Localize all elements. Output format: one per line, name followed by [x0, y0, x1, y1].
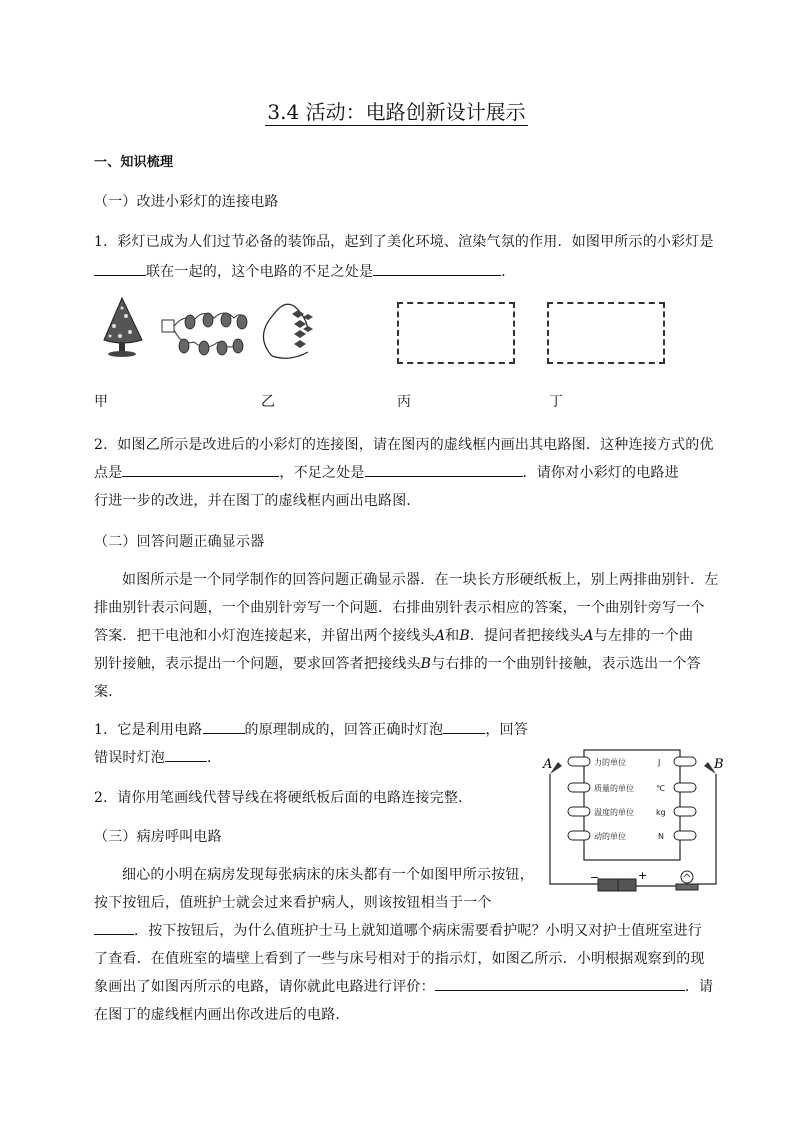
- question-2-text-a: 点是: [94, 465, 123, 481]
- para2-text: 与右排的一个曲别针接触，表示选出一个答: [431, 656, 701, 672]
- question-label: 动的单位: [594, 832, 626, 841]
- label-a: A: [543, 757, 553, 772]
- terminal-b-label: B: [459, 628, 470, 644]
- terminal-a-label: A: [434, 628, 446, 644]
- improved-lights-figure: [263, 304, 313, 358]
- paragraph-3-line-6: 在图丁的虚线框内画出你改进后的电路．: [94, 1007, 350, 1023]
- question-label: 质量的单位: [594, 784, 634, 793]
- figure-label-bing: 丙: [397, 394, 411, 410]
- subsection-heading-2: （二）回答问题正确显示器: [94, 534, 265, 550]
- question-2-text-c: ．请你对小彩灯的电路进: [522, 465, 679, 481]
- question-1-line-1: 1．彩灯已成为人们过节必备的装饰品，起到了美化环境、渲染气氛的作用．如图甲所示的小彩灯是: [94, 234, 714, 250]
- para2-text: ．提问者把接线头: [469, 628, 584, 644]
- question-label: 力的单位: [594, 758, 626, 767]
- lantern-figures: [94, 296, 324, 366]
- question-3-line-2: [94, 747, 221, 767]
- answer-blank[interactable]: [94, 920, 134, 935]
- answer-blank[interactable]: [203, 719, 245, 734]
- question-1-end: ．: [501, 264, 516, 280]
- bulb-icon: [676, 871, 698, 890]
- answer-blank[interactable]: [165, 747, 207, 762]
- subsection-heading-1: （一）改进小彩灯的连接电路: [94, 194, 279, 210]
- q3-text: ，回答: [485, 722, 528, 738]
- battery-icon: [590, 869, 647, 891]
- paragraph-3-line-5: [94, 976, 713, 996]
- answer-label: N: [658, 832, 664, 841]
- wire: [698, 774, 716, 884]
- question-2-line-1: 2．如图乙所示是改进后的小彩灯的连接图，请在图丙的虚线框内画出其电路图．这种连接方式的优: [94, 437, 714, 453]
- battery-minus: −: [590, 871, 600, 884]
- q3-text: ．: [207, 750, 222, 766]
- q3-text: 错误时灯泡: [94, 750, 165, 766]
- label-b: B: [714, 757, 724, 772]
- question-1-line-2: [94, 261, 515, 281]
- page-title: [0, 96, 793, 125]
- para2-text: 答案．把干电池和小灯泡连接起来，并留出两个接线头: [94, 628, 435, 644]
- q3-text: 1．它是利用电路: [94, 722, 203, 738]
- answer-blank[interactable]: [435, 976, 685, 991]
- answer-board-figure: [538, 744, 730, 896]
- para3-text: ．按下按钮后，为什么值班护士马上就知道哪个病床需要看护呢？小明又对护士值班室进行: [134, 923, 702, 939]
- answer-blank[interactable]: [94, 261, 146, 276]
- question-2-text-b: ，不足之处是: [279, 465, 365, 481]
- paragraph-3-line-4: 了查看．在值班室的墙壁上看到了一些与床号相对于的指示灯，如图乙所示．小明根据观察到的现: [94, 951, 705, 967]
- answer-label: kg: [656, 808, 666, 817]
- question-1-text: 联在一起的，这个电路的不足之处是: [146, 264, 374, 280]
- figure-label-ding: 丁: [549, 394, 563, 410]
- paragraph-2-line-5: 案．: [94, 684, 123, 700]
- terminal-b-label: B: [420, 656, 432, 672]
- paragraph-2-line-4: [94, 653, 701, 673]
- figure-label-yi: 乙: [261, 394, 275, 410]
- question-3-line-1: [94, 719, 528, 739]
- para3-text: 象画出了如图丙所示的电路，请你就此电路进行评价：: [94, 979, 435, 995]
- drawing-box-bing[interactable]: [397, 302, 515, 364]
- string-lights-figure: [162, 313, 247, 355]
- terminal-a-label: A: [583, 628, 594, 644]
- answer-blank[interactable]: [122, 462, 279, 477]
- question-2-line-3: 行进一步的改进，并在图丁的虚线框内画出电路图．: [94, 493, 421, 509]
- battery-plus: +: [638, 869, 648, 882]
- drawing-box-ding[interactable]: [547, 302, 665, 364]
- para2-text: 和: [445, 628, 460, 644]
- para2-text: 与左排的一个曲: [593, 628, 694, 644]
- section-heading: 一、知识梳理: [94, 155, 174, 170]
- paragraph-2-line-1: 如图所示是一个同学制作的回答问题正确显示器．在一块长方形硬纸板上，别上两排曲别针．左: [122, 572, 719, 588]
- paragraph-3-line-3: [94, 920, 702, 940]
- question-4: 2．请你用笔画线代替导线在将硬纸板后面的电路连接完整．: [94, 790, 473, 806]
- page-title-text: 3.4 活动：电路创新设计展示: [267, 100, 526, 124]
- paragraph-3-line-2: 按下按钮后，值班护士就会过来看护病人，则该按钮相当于一个: [94, 895, 492, 911]
- answer-label: ℃: [656, 784, 665, 793]
- christmas-tree-figure: [104, 298, 142, 357]
- answer-blank[interactable]: [365, 462, 523, 477]
- question-2-line-2: [94, 462, 679, 482]
- subsection-heading-3: （三）病房呼叫电路: [94, 829, 222, 845]
- question-label: 温度的单位: [594, 808, 634, 817]
- answer-label: J: [658, 758, 661, 767]
- q3-text: 的原理制成的，回答正确时灯泡: [244, 722, 444, 738]
- answer-blank[interactable]: [373, 261, 501, 276]
- figure-label-jia: 甲: [94, 394, 108, 410]
- answer-blank[interactable]: [443, 719, 485, 734]
- paragraph-2-line-2: 排曲别针表示问题，一个曲别针旁写一个问题．右排曲别针表示相应的答案，一个曲别针旁写一个: [94, 600, 705, 616]
- paragraph-3-line-1: 细心的小明在病房发现每张病床的床头都有一个如图甲所示按钮，: [122, 867, 534, 883]
- para3-text: ．请: [684, 979, 714, 995]
- para2-text: 别针接触，表示提出一个问题，要求回答者把接线头: [94, 656, 421, 672]
- paragraph-2-line-3: [94, 625, 693, 645]
